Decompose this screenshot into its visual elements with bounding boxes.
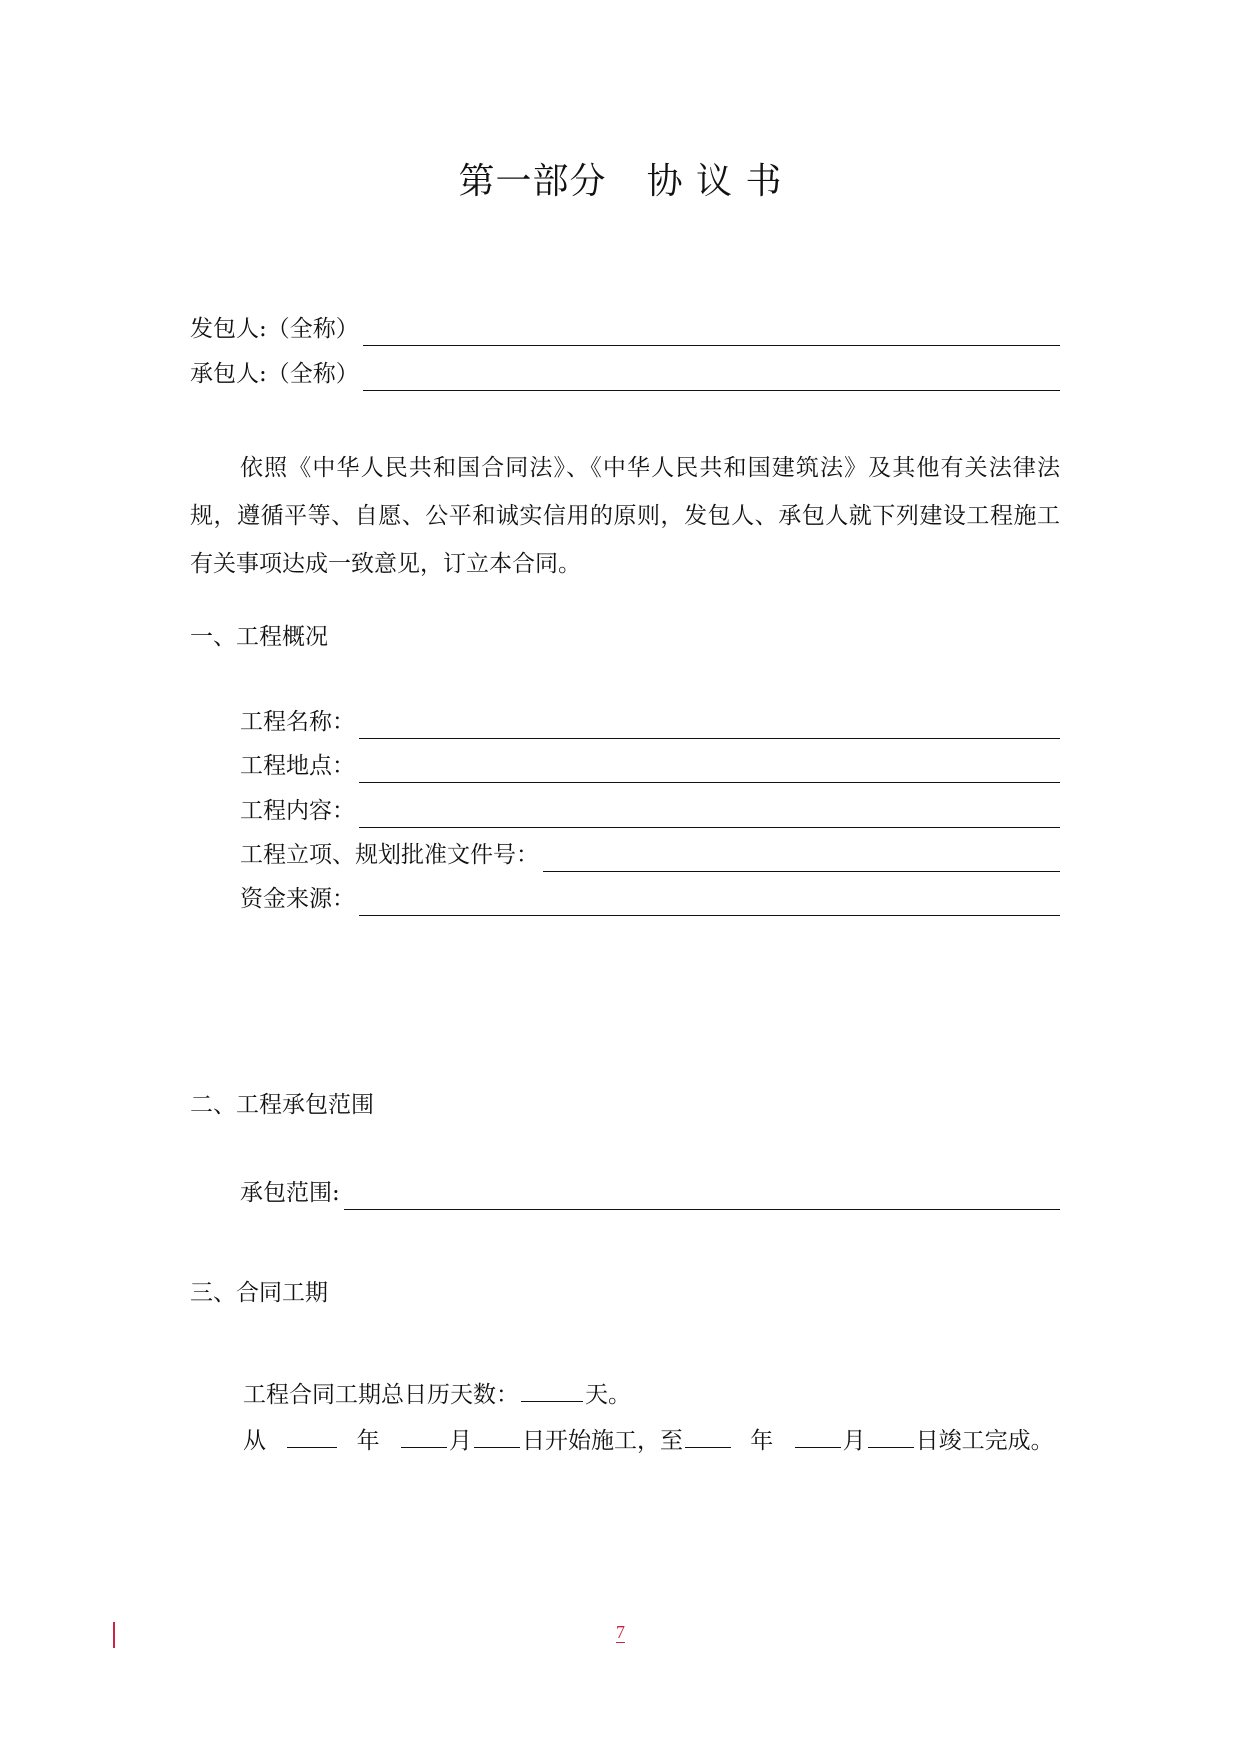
contractor-blank-line[interactable]	[363, 364, 1060, 391]
section2-heading: 二、工程承包范围	[190, 1092, 374, 1118]
start-month-blank[interactable]	[401, 1423, 447, 1448]
section1-heading: 一、工程概况	[190, 624, 328, 650]
total-days-blank[interactable]	[521, 1377, 583, 1402]
funding-source-label: 资金来源：	[240, 886, 355, 912]
total-days-suffix: 天。	[585, 1382, 631, 1408]
funding-source-blank-line[interactable]	[359, 889, 1060, 916]
start-year-blank[interactable]	[287, 1423, 337, 1448]
project-location-field	[240, 749, 1060, 783]
end-year-blank[interactable]	[685, 1423, 731, 1448]
approval-number-blank-line[interactable]	[543, 845, 1060, 872]
end-day-blank[interactable]	[868, 1423, 914, 1448]
project-content-label: 工程内容：	[240, 798, 355, 824]
approval-number-field	[240, 838, 1060, 872]
contractor-field	[190, 357, 1060, 391]
scope-blank-line[interactable]	[344, 1183, 1060, 1210]
schedule-line	[243, 1423, 1054, 1458]
title-name: 协 议 书	[646, 161, 783, 202]
project-name-field	[240, 705, 1060, 739]
end-month-blank[interactable]	[795, 1423, 841, 1448]
project-content-blank-line[interactable]	[359, 801, 1060, 828]
section3-heading: 三、合同工期	[190, 1280, 328, 1306]
page-number	[0, 1622, 1241, 1643]
from-label: 从	[243, 1428, 266, 1454]
scope-label: 承包范围:	[240, 1180, 340, 1206]
start-year-label: 年	[356, 1428, 380, 1454]
project-location-label: 工程地点：	[240, 753, 355, 779]
intro-paragraph: 依照《中华人民共和国合同法》、《中华人民共和国建筑法》及其他有关法律法规，遵循平等、自愿、公平和诚实信用的原则，发包人、承包人就下列建设工程施工有关事项达成一致意见，订立本合同。	[190, 455, 1060, 577]
employer-blank-line[interactable]	[363, 319, 1060, 346]
total-days-line	[243, 1377, 631, 1412]
start-month-label: 月	[448, 1428, 472, 1454]
title-part: 第一部分	[458, 161, 607, 202]
approval-number-label: 工程立项、规划批准文件号：	[240, 842, 539, 868]
employer-label: 发包人:（全称）	[190, 316, 359, 342]
project-content-field	[240, 794, 1060, 828]
total-days-prefix: 工程合同工期总日历天数：	[243, 1382, 519, 1408]
project-location-blank-line[interactable]	[359, 756, 1060, 783]
contractor-label: 承包人:（全称）	[190, 361, 359, 387]
scope-field	[240, 1176, 1060, 1210]
start-day-blank[interactable]	[474, 1423, 520, 1448]
end-day-label: 日竣工完成。	[915, 1428, 1054, 1454]
page-title	[0, 158, 1241, 206]
end-month-label: 月	[842, 1428, 866, 1454]
start-day-label: 日开始施工，至	[521, 1428, 683, 1454]
employer-field	[190, 312, 1060, 346]
page-number-text: 7	[616, 1622, 625, 1642]
end-year-label: 年	[750, 1428, 774, 1454]
funding-source-field	[240, 882, 1060, 916]
project-name-blank-line[interactable]	[359, 712, 1060, 739]
project-name-label: 工程名称：	[240, 709, 355, 735]
